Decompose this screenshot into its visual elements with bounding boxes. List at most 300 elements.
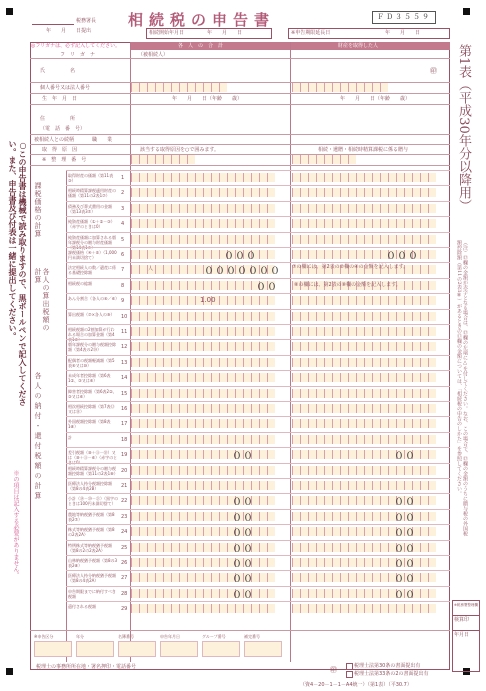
digit-cell[interactable] <box>420 389 428 398</box>
digit-cell[interactable] <box>340 235 348 244</box>
digit-cell[interactable] <box>380 173 388 182</box>
digit-cell[interactable] <box>332 589 340 598</box>
digit-cell[interactable] <box>364 235 372 244</box>
digit-cell[interactable] <box>340 481 348 490</box>
digit-cell[interactable] <box>147 466 155 475</box>
digit-cell[interactable] <box>340 527 348 536</box>
digit-cell[interactable] <box>131 450 139 459</box>
digit-cell[interactable] <box>380 373 388 382</box>
digit-cell[interactable] <box>203 235 211 244</box>
digit-cell[interactable] <box>219 296 227 305</box>
digit-cell[interactable] <box>340 435 348 444</box>
digit-cell[interactable] <box>219 404 227 413</box>
digit-cell[interactable] <box>412 419 420 428</box>
digit-cell[interactable] <box>412 466 420 475</box>
digit-cell[interactable] <box>139 450 147 459</box>
digit-cell[interactable] <box>316 496 324 505</box>
digit-cell[interactable] <box>324 173 332 182</box>
digit-cell[interactable] <box>332 373 340 382</box>
digit-cell[interactable] <box>267 358 275 367</box>
amount-grid-total[interactable] <box>131 466 275 475</box>
digit-cell[interactable] <box>243 219 251 228</box>
digit-cell[interactable] <box>428 358 436 367</box>
digit-cell[interactable] <box>211 250 219 259</box>
digit-cell[interactable] <box>147 250 155 259</box>
digit-cell[interactable] <box>163 235 171 244</box>
digit-cell[interactable] <box>412 604 420 613</box>
digit-cell[interactable] <box>348 496 356 505</box>
digit-cell[interactable] <box>203 389 211 398</box>
digit-cell[interactable] <box>332 358 340 367</box>
digit-cell[interactable] <box>219 173 227 182</box>
digit-cell[interactable] <box>195 512 203 521</box>
digit-cell[interactable] <box>420 358 428 367</box>
digit-cell[interactable] <box>404 373 412 382</box>
digit-cell[interactable] <box>235 466 243 475</box>
digit-cell[interactable] <box>316 327 324 336</box>
digit-cell[interactable] <box>364 496 372 505</box>
digit-cell[interactable] <box>155 204 163 213</box>
digit-cell[interactable] <box>300 235 308 244</box>
personal-number-grid[interactable] <box>131 83 227 92</box>
digit-cell[interactable] <box>332 235 340 244</box>
digit-cell[interactable] <box>195 235 203 244</box>
digit-cell[interactable] <box>340 188 348 197</box>
digit-cell[interactable] <box>139 173 147 182</box>
digit-cell[interactable] <box>388 389 396 398</box>
digit-cell[interactable] <box>372 358 380 367</box>
digit-cell[interactable] <box>332 219 340 228</box>
digit-cell[interactable] <box>372 589 380 598</box>
digit-cell[interactable] <box>292 558 300 567</box>
digit-cell[interactable] <box>332 435 340 444</box>
digit-cell[interactable] <box>243 389 251 398</box>
amount-grid-person[interactable] <box>292 389 436 398</box>
digit-cell[interactable] <box>139 389 147 398</box>
digit-cell[interactable] <box>259 573 267 582</box>
digit-cell[interactable] <box>147 358 155 367</box>
digit-cell[interactable] <box>396 358 404 367</box>
digit-cell[interactable] <box>340 450 348 459</box>
digit-cell[interactable] <box>139 435 147 444</box>
digit-cell[interactable] <box>227 188 235 197</box>
digit-cell[interactable] <box>179 558 187 567</box>
digit-cell[interactable] <box>179 358 187 367</box>
digit-cell[interactable] <box>179 604 187 613</box>
digit-cell[interactable] <box>396 204 404 213</box>
digit-cell[interactable] <box>324 481 332 490</box>
footer-field-box[interactable] <box>244 641 282 657</box>
digit-cell[interactable] <box>259 312 267 321</box>
amount-grid-person[interactable] <box>292 204 436 213</box>
digit-cell[interactable] <box>300 512 308 521</box>
digit-cell[interactable] <box>324 558 332 567</box>
digit-cell[interactable] <box>348 358 356 367</box>
digit-cell[interactable] <box>428 512 436 521</box>
digit-cell[interactable] <box>372 496 380 505</box>
digit-cell[interactable] <box>420 558 428 567</box>
digit-cell[interactable] <box>332 450 340 459</box>
digit-cell[interactable] <box>348 250 356 259</box>
digit-cell[interactable] <box>388 327 396 336</box>
digit-cell[interactable] <box>139 543 147 552</box>
digit-cell[interactable] <box>372 389 380 398</box>
digit-cell[interactable] <box>187 481 195 490</box>
digit-cell[interactable] <box>428 373 436 382</box>
digit-cell[interactable] <box>227 327 235 336</box>
digit-cell[interactable] <box>259 419 267 428</box>
digit-cell[interactable] <box>420 573 428 582</box>
digit-cell[interactable] <box>348 235 356 244</box>
digit-cell[interactable] <box>404 173 412 182</box>
digit-cell[interactable] <box>243 235 251 244</box>
deadline-box[interactable] <box>288 28 450 39</box>
digit-cell[interactable] <box>243 466 251 475</box>
digit-cell[interactable] <box>308 312 316 321</box>
digit-cell[interactable] <box>308 173 316 182</box>
digit-cell[interactable] <box>332 527 340 536</box>
digit-cell[interactable] <box>324 527 332 536</box>
digit-cell[interactable] <box>139 219 147 228</box>
digit-cell[interactable] <box>155 281 163 290</box>
footer-field-box[interactable] <box>118 641 156 657</box>
reference-number-grid-2[interactable] <box>292 155 356 164</box>
digit-cell[interactable] <box>219 204 227 213</box>
digit-cell[interactable] <box>356 235 364 244</box>
digit-cell[interactable] <box>147 450 155 459</box>
digit-cell[interactable] <box>292 604 300 613</box>
digit-cell[interactable] <box>195 450 203 459</box>
digit-cell[interactable] <box>203 558 211 567</box>
digit-cell[interactable] <box>163 373 171 382</box>
digit-cell[interactable] <box>187 188 195 197</box>
digit-cell[interactable] <box>187 327 195 336</box>
digit-cell[interactable] <box>155 373 163 382</box>
digit-cell[interactable] <box>179 250 187 259</box>
digit-cell[interactable] <box>155 342 163 351</box>
digit-cell[interactable] <box>308 573 316 582</box>
digit-cell[interactable] <box>412 281 420 290</box>
digit-cell[interactable] <box>187 219 195 228</box>
amount-grid-total[interactable] <box>131 358 275 367</box>
digit-cell[interactable] <box>300 435 308 444</box>
digit-cell[interactable] <box>155 358 163 367</box>
digit-cell[interactable] <box>163 389 171 398</box>
digit-cell[interactable] <box>131 312 139 321</box>
digit-cell[interactable] <box>316 604 324 613</box>
digit-cell[interactable] <box>428 312 436 321</box>
digit-cell[interactable] <box>155 296 163 305</box>
digit-cell[interactable] <box>187 296 195 305</box>
digit-cell[interactable] <box>187 604 195 613</box>
digit-cell[interactable] <box>356 296 364 305</box>
digit-cell[interactable] <box>364 404 372 413</box>
digit-cell[interactable] <box>267 312 275 321</box>
digit-cell[interactable] <box>139 296 147 305</box>
digit-cell[interactable] <box>211 204 219 213</box>
digit-cell[interactable] <box>324 496 332 505</box>
digit-cell[interactable] <box>179 342 187 351</box>
digit-cell[interactable] <box>147 481 155 490</box>
digit-cell[interactable] <box>211 404 219 413</box>
digit-cell[interactable] <box>380 481 388 490</box>
amount-grid-total[interactable] <box>131 604 275 613</box>
digit-cell[interactable] <box>131 281 139 290</box>
digit-cell[interactable] <box>243 435 251 444</box>
digit-cell[interactable] <box>219 558 227 567</box>
digit-cell[interactable] <box>211 527 219 536</box>
digit-cell[interactable] <box>372 188 380 197</box>
digit-cell[interactable] <box>211 312 219 321</box>
digit-cell[interactable] <box>203 604 211 613</box>
amount-grid-total[interactable] <box>131 373 275 382</box>
digit-cell[interactable] <box>420 235 428 244</box>
digit-cell[interactable] <box>147 219 155 228</box>
digit-cell[interactable] <box>372 558 380 567</box>
digit-cell[interactable] <box>324 404 332 413</box>
digit-cell[interactable] <box>308 481 316 490</box>
digit-cell[interactable] <box>203 342 211 351</box>
digit-cell[interactable] <box>292 204 300 213</box>
digit-cell[interactable] <box>332 466 340 475</box>
digit-cell[interactable] <box>211 466 219 475</box>
digit-cell[interactable] <box>404 342 412 351</box>
digit-cell[interactable] <box>292 404 300 413</box>
digit-cell[interactable] <box>147 327 155 336</box>
digit-cell[interactable] <box>388 435 396 444</box>
digit-cell[interactable] <box>324 358 332 367</box>
digit-cell[interactable] <box>420 188 428 197</box>
digit-cell[interactable] <box>316 296 324 305</box>
digit-cell[interactable] <box>259 188 267 197</box>
digit-cell[interactable] <box>364 188 372 197</box>
digit-cell[interactable] <box>211 496 219 505</box>
amount-grid-total[interactable] <box>131 219 275 228</box>
digit-cell[interactable] <box>131 173 139 182</box>
digit-cell[interactable] <box>420 373 428 382</box>
digit-cell[interactable] <box>396 389 404 398</box>
digit-cell[interactable] <box>195 543 203 552</box>
digit-cell[interactable] <box>243 204 251 213</box>
digit-cell[interactable] <box>163 496 171 505</box>
digit-cell[interactable] <box>420 496 428 505</box>
digit-cell[interactable] <box>300 389 308 398</box>
digit-cell[interactable] <box>131 435 139 444</box>
digit-cell[interactable] <box>316 235 324 244</box>
digit-cell[interactable] <box>292 312 300 321</box>
digit-cell[interactable] <box>251 389 259 398</box>
digit-cell[interactable] <box>243 481 251 490</box>
digit-cell[interactable] <box>396 173 404 182</box>
digit-cell[interactable] <box>324 188 332 197</box>
digit-cell[interactable] <box>300 419 308 428</box>
digit-cell[interactable] <box>356 327 364 336</box>
digit-cell[interactable] <box>187 235 195 244</box>
digit-cell[interactable] <box>203 358 211 367</box>
digit-cell[interactable] <box>300 466 308 475</box>
digit-cell[interactable] <box>179 296 187 305</box>
digit-cell[interactable] <box>364 543 372 552</box>
digit-cell[interactable] <box>147 296 155 305</box>
digit-cell[interactable] <box>364 219 372 228</box>
digit-cell[interactable] <box>356 312 364 321</box>
digit-cell[interactable] <box>412 188 420 197</box>
digit-cell[interactable] <box>259 527 267 536</box>
digit-cell[interactable] <box>380 404 388 413</box>
digit-cell[interactable] <box>147 312 155 321</box>
digit-cell[interactable] <box>235 481 243 490</box>
digit-cell[interactable] <box>155 312 163 321</box>
digit-cell[interactable] <box>139 342 147 351</box>
digit-cell[interactable] <box>219 373 227 382</box>
digit-cell[interactable] <box>316 466 324 475</box>
digit-cell[interactable] <box>211 389 219 398</box>
digit-cell[interactable] <box>251 435 259 444</box>
digit-cell[interactable] <box>340 358 348 367</box>
digit-cell[interactable] <box>179 265 187 274</box>
digit-cell[interactable] <box>364 173 372 182</box>
digit-cell[interactable] <box>259 173 267 182</box>
digit-cell[interactable] <box>412 173 420 182</box>
digit-cell[interactable] <box>187 543 195 552</box>
digit-cell[interactable] <box>155 188 163 197</box>
digit-cell[interactable] <box>396 404 404 413</box>
digit-cell[interactable] <box>171 435 179 444</box>
digit-cell[interactable] <box>404 404 412 413</box>
digit-cell[interactable] <box>195 373 203 382</box>
digit-cell[interactable] <box>300 204 308 213</box>
amount-grid-person[interactable] <box>292 327 436 336</box>
digit-cell[interactable] <box>356 435 364 444</box>
digit-cell[interactable] <box>372 512 380 521</box>
digit-cell[interactable] <box>171 188 179 197</box>
digit-cell[interactable] <box>267 373 275 382</box>
digit-cell[interactable] <box>292 527 300 536</box>
digit-cell[interactable] <box>267 296 275 305</box>
digit-cell[interactable] <box>404 296 412 305</box>
digit-cell[interactable] <box>235 173 243 182</box>
digit-cell[interactable] <box>131 204 139 213</box>
digit-cell[interactable] <box>171 466 179 475</box>
digit-cell[interactable] <box>203 173 211 182</box>
digit-cell[interactable] <box>364 373 372 382</box>
digit-cell[interactable] <box>324 342 332 351</box>
digit-cell[interactable] <box>420 527 428 536</box>
digit-cell[interactable] <box>308 373 316 382</box>
digit-cell[interactable] <box>251 358 259 367</box>
digit-cell[interactable] <box>139 250 147 259</box>
digit-cell[interactable] <box>259 481 267 490</box>
digit-cell[interactable] <box>300 188 308 197</box>
digit-cell[interactable] <box>203 327 211 336</box>
digit-cell[interactable] <box>131 573 139 582</box>
digit-cell[interactable] <box>308 219 316 228</box>
digit-cell[interactable] <box>388 604 396 613</box>
digit-cell[interactable] <box>396 481 404 490</box>
digit-cell[interactable] <box>412 342 420 351</box>
digit-cell[interactable] <box>348 188 356 197</box>
digit-cell[interactable] <box>171 543 179 552</box>
digit-cell[interactable] <box>324 204 332 213</box>
digit-cell[interactable] <box>364 342 372 351</box>
digit-cell[interactable] <box>195 204 203 213</box>
digit-cell[interactable] <box>348 589 356 598</box>
digit-cell[interactable] <box>267 573 275 582</box>
digit-cell[interactable] <box>292 543 300 552</box>
digit-cell[interactable] <box>139 373 147 382</box>
footer-field-box[interactable] <box>76 641 114 657</box>
digit-cell[interactable] <box>380 327 388 336</box>
digit-cell[interactable] <box>380 589 388 598</box>
digit-cell[interactable] <box>372 481 380 490</box>
digit-cell[interactable] <box>380 558 388 567</box>
digit-cell[interactable] <box>420 296 428 305</box>
digit-cell[interactable] <box>300 604 308 613</box>
digit-cell[interactable] <box>267 235 275 244</box>
digit-cell[interactable] <box>340 312 348 321</box>
digit-cell[interactable] <box>356 450 364 459</box>
digit-cell[interactable] <box>420 281 428 290</box>
digit-cell[interactable] <box>203 373 211 382</box>
digit-cell[interactable] <box>179 188 187 197</box>
digit-cell[interactable] <box>420 312 428 321</box>
digit-cell[interactable] <box>428 558 436 567</box>
digit-cell[interactable] <box>227 373 235 382</box>
digit-cell[interactable] <box>380 604 388 613</box>
digit-cell[interactable] <box>171 281 179 290</box>
digit-cell[interactable] <box>324 219 332 228</box>
digit-cell[interactable] <box>356 419 364 428</box>
digit-cell[interactable] <box>388 419 396 428</box>
digit-cell[interactable] <box>340 373 348 382</box>
digit-cell[interactable] <box>300 358 308 367</box>
digit-cell[interactable] <box>340 604 348 613</box>
digit-cell[interactable] <box>364 573 372 582</box>
digit-cell[interactable] <box>187 527 195 536</box>
digit-cell[interactable] <box>195 481 203 490</box>
digit-cell[interactable] <box>428 543 436 552</box>
digit-cell[interactable] <box>259 435 267 444</box>
digit-cell[interactable] <box>348 419 356 428</box>
digit-cell[interactable] <box>179 419 187 428</box>
digit-cell[interactable] <box>388 404 396 413</box>
amount-grid-total[interactable] <box>131 204 275 213</box>
digit-cell[interactable] <box>356 173 364 182</box>
digit-cell[interactable] <box>420 450 428 459</box>
digit-cell[interactable] <box>332 481 340 490</box>
digit-cell[interactable] <box>348 527 356 536</box>
digit-cell[interactable] <box>420 435 428 444</box>
digit-cell[interactable] <box>404 419 412 428</box>
digit-cell[interactable] <box>227 404 235 413</box>
digit-cell[interactable] <box>179 512 187 521</box>
digit-cell[interactable] <box>372 327 380 336</box>
digit-cell[interactable] <box>187 589 195 598</box>
digit-cell[interactable] <box>364 389 372 398</box>
digit-cell[interactable] <box>259 219 267 228</box>
digit-cell[interactable] <box>372 219 380 228</box>
digit-cell[interactable] <box>163 188 171 197</box>
digit-cell[interactable] <box>340 250 348 259</box>
digit-cell[interactable] <box>316 188 324 197</box>
digit-cell[interactable] <box>396 466 404 475</box>
digit-cell[interactable] <box>324 512 332 521</box>
digit-cell[interactable] <box>219 481 227 490</box>
footer-field-box[interactable] <box>34 641 72 657</box>
digit-cell[interactable] <box>163 466 171 475</box>
digit-cell[interactable] <box>171 173 179 182</box>
digit-cell[interactable] <box>131 481 139 490</box>
